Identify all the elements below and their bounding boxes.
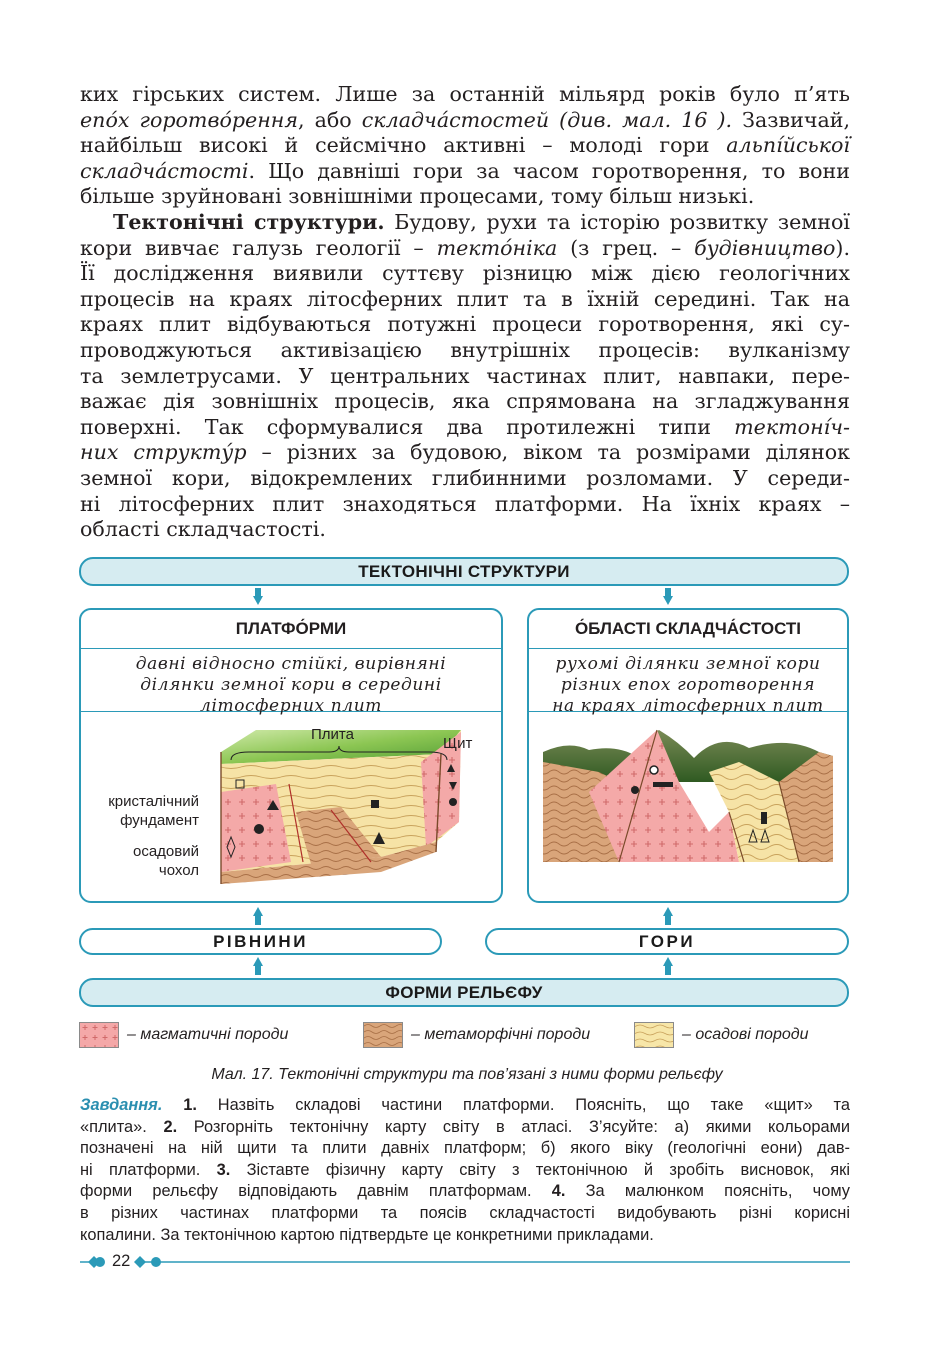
- text-line: земної кори, відокремлених глибинними розломами. У середи-: [80, 465, 850, 490]
- mountains-bar: [485, 928, 849, 955]
- relief-forms-label: ФОРМИ РЕЛЬЄФУ: [385, 982, 543, 1002]
- platform-block-illustration: [81, 712, 501, 902]
- figure-caption: Мал. 17. Тектонічні структури та пов’язані з ними форми рельєфу: [211, 1066, 723, 1083]
- legend-metamorphic: – метаморфічні породи: [363, 1021, 590, 1049]
- sedimentary-swatch: [634, 1022, 674, 1048]
- text-line: них структу́р – різних за будовою, віком та розмірами ділянок: [80, 440, 851, 465]
- text-line: більше зруйновані зовнішніми процесами, тому більш низькі.: [80, 184, 755, 209]
- platforms-title: ПЛАТФО́РМИ: [81, 610, 501, 649]
- mountains-label: ГОРИ: [638, 931, 696, 951]
- label-chokhol: осадовий чохол: [132, 843, 199, 879]
- text-line: краях плит відбуваються потужні процеси горотворення, які су-: [80, 312, 850, 337]
- text-line: області складчастості.: [80, 517, 326, 542]
- text-line: копалини. За тектонічною картою підтвердьте це конкретними прикладами.: [80, 1225, 654, 1244]
- text-line: «плита». 2. Розгорніть тектонічну карту світу в атласі. З’ясуйте: а) якими кольорами: [80, 1117, 851, 1136]
- arrow-up-icon: [663, 957, 673, 975]
- platforms-description: давні відносно стійкі, вирівняні ділянки земної кори в середині літосферних плит: [81, 649, 501, 712]
- text-line: Завдання. 1. Назвіть складові частини платформи. Поясніть, що таке «щит» та: [80, 1096, 850, 1114]
- text-line: поверхні. Так сформувалися два протилежні типи тектоні́ч-: [80, 414, 850, 439]
- magmatic-swatch: [79, 1022, 119, 1048]
- legend-sedimentary: – осадові породи: [634, 1021, 808, 1049]
- text-line: кори вивчає галузь геології – тектóніка (з грец. – будівництво).: [80, 235, 851, 260]
- legend-magmatic: – магматичні породи: [79, 1021, 288, 1049]
- brace-plyta: [229, 746, 449, 762]
- label-shchyt: Щит: [443, 735, 473, 752]
- text-line: та землетрусами. У центральних частинах плит, навпаки, пере-: [80, 363, 850, 388]
- text-line: Тектонічні структури. Будову, рухи та історію розвитку земної: [113, 209, 850, 234]
- text-line: проводжуються активізацією внутрішніх процесів: вулканізму: [80, 337, 850, 362]
- arrow-up-icon: [253, 907, 263, 925]
- relief-forms-bar: [79, 978, 849, 1007]
- label-fundament: кристалічний фундамент: [108, 793, 199, 829]
- text-line: ких гірських систем. Лише за останній мільярд років було п’ять: [80, 82, 850, 106]
- text-line: складча́стості. Що давніші гори за часом горотворення, то вони: [80, 158, 850, 183]
- page-number: 22: [112, 1252, 131, 1270]
- text-line: Її дослідження виявили суттєву різницю між дією геологічних: [80, 261, 850, 286]
- tasks-block: [80, 1095, 850, 1246]
- text-line: найбільш високі й сейсмічно активні – молоді гори альпі́йської: [80, 133, 850, 158]
- text-line: форми рельєфу відповідають давнім платформам. 4. За малюнком поясніть, чому: [80, 1182, 850, 1201]
- diagram-title: ТЕКТОНІЧНІ СТРУКТУРИ: [358, 561, 570, 581]
- platforms-panel: [79, 608, 503, 903]
- text-line: позначені на ній щити та плити давніх платформ; б) якого віку (геологічні еони) дав-: [80, 1139, 850, 1158]
- fold-areas-description: рухомі ділянки земної кори різних епох горотворення на краях літосферних плит: [529, 649, 847, 712]
- fold-areas-panel: [527, 608, 849, 903]
- text-line: процесів на краях літосферних плит та в їхній середині. Так на: [80, 286, 850, 311]
- label-plyta: Плита: [311, 726, 354, 743]
- arrow-down-icon: [253, 588, 263, 606]
- diagram-title-bar: [79, 557, 849, 586]
- metamorphic-swatch: [363, 1022, 403, 1048]
- text-line: в різних частинах платформи та поясів складчастості видобувають різні корисні: [80, 1203, 850, 1222]
- main-text: [80, 82, 850, 543]
- arrow-down-icon: [663, 588, 673, 606]
- fold-mountains-illustration: [529, 712, 847, 902]
- page-footer: [80, 1252, 850, 1272]
- arrow-up-icon: [663, 907, 673, 925]
- text-line: ні платформи. 3. Зіставте фізичну карту світу з тектонічною й зробіть висновок, які: [80, 1160, 850, 1179]
- text-line: епо́х горотво́рення, або складча́стостей (див. мал. 16 ). Зазвичай,: [80, 107, 850, 132]
- text-line: важає дія зовнішніх процесів, яка спрямована на згладжування: [80, 389, 850, 414]
- fold-areas-title: О́БЛАСТІ СКЛАДЧА́СТОСТІ: [529, 610, 847, 649]
- plains-label: РІВНИНИ: [213, 931, 308, 951]
- arrow-up-icon: [253, 957, 263, 975]
- plains-bar: [79, 928, 442, 955]
- text-line: ні літосферних плит знаходяться платформи. На їхніх краях –: [80, 491, 850, 516]
